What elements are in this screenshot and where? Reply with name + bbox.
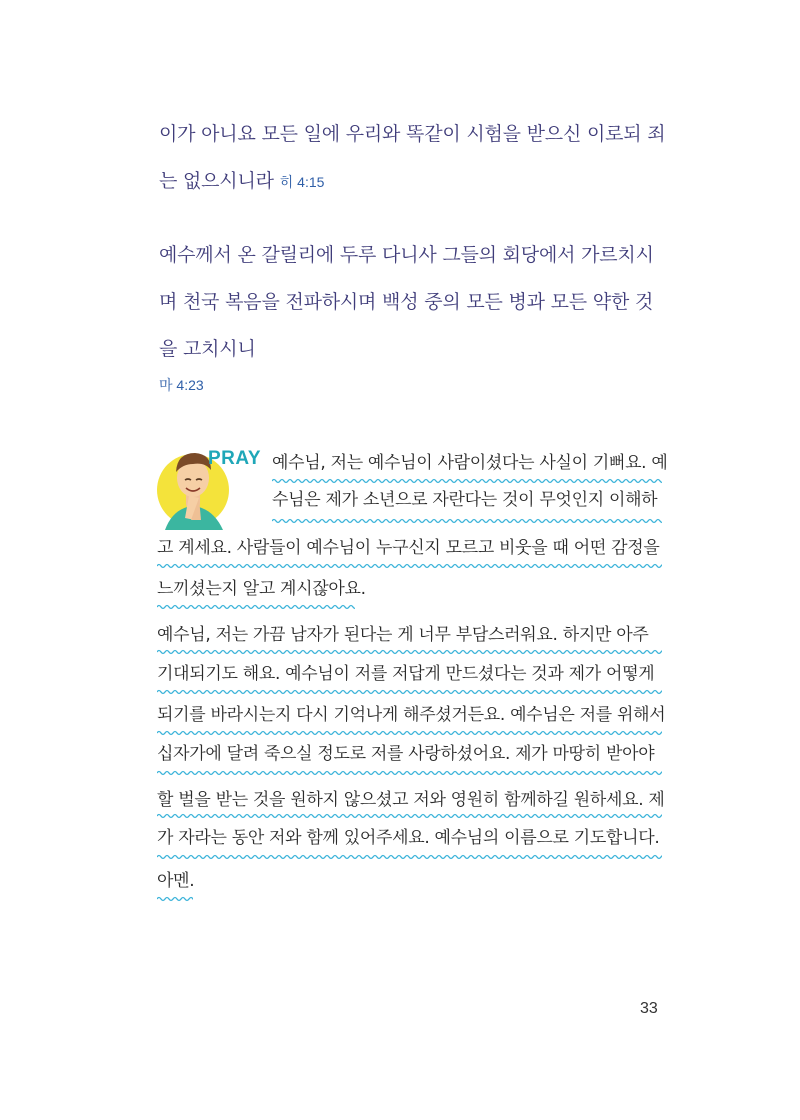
prayer-line: 기대되기도 해요. 예수님이 저를 저답게 만드셨다는 것과 제가 어떻게 (157, 664, 655, 684)
wavy-underline (157, 812, 662, 820)
wavy-underline (272, 517, 662, 525)
prayer-line: 느끼셨는지 알고 계시잖아요. (157, 579, 366, 599)
wavy-underline (157, 895, 193, 903)
prayer-line: 고 계세요. 사람들이 예수님이 누구신지 모르고 비웃을 때 어떤 감정을 (157, 538, 660, 558)
verse-text: 이가 아니요 모든 일에 우리와 똑같이 시험을 받으신 이로되 죄는 없으시니라 (159, 123, 666, 192)
wavy-underline (157, 688, 662, 696)
page-number: 33 (640, 1000, 658, 1017)
prayer-line: 수님은 제가 소년으로 자란다는 것이 무엇인지 이해하 (272, 490, 658, 510)
verse-heb-4-15 (159, 111, 669, 206)
wavy-underline (157, 648, 662, 656)
prayer-line: 예수님, 저는 가끔 남자가 된다는 게 너무 부담스러워요. 하지만 아주 (157, 625, 649, 645)
prayer-line: 예수님, 저는 예수님이 사람이셨다는 사실이 기뻐요. 예 (272, 453, 668, 473)
wavy-underline (157, 562, 662, 570)
verse-matt-4-23 (159, 232, 669, 395)
wavy-underline (157, 769, 662, 777)
pray-label: PRAY (208, 448, 262, 469)
verse-reference: 마 4:23 (159, 377, 204, 393)
prayer-line: 할 벌을 받는 것을 원하지 않으셨고 저와 영원히 함께하길 원하세요. 제 (157, 790, 665, 810)
prayer-line: 가 자라는 동안 저와 함께 있어주세요. 예수님의 이름으로 기도합니다. (157, 828, 660, 848)
prayer-line: 아멘. (157, 871, 195, 891)
verse-reference: 히 4:15 (279, 174, 325, 190)
prayer-line: 십자가에 달려 죽으실 정도로 저를 사랑하셨어요. 제가 마땅히 받아야 (157, 744, 655, 764)
wavy-underline (272, 477, 662, 485)
prayer-line: 되기를 바라시는지 다시 기억나게 해주셨거든요. 예수님은 저를 위해서 (157, 705, 666, 725)
verse-text: 예수께서 온 갈릴리에 두루 다니사 그들의 회당에서 가르치시며 천국 복음을 전파하시며 백성 중의 모든 병과 모든 약한 것을 고치시니 (159, 244, 654, 360)
wavy-underline (157, 853, 662, 861)
wavy-underline (157, 603, 355, 611)
wavy-underline (157, 729, 662, 737)
